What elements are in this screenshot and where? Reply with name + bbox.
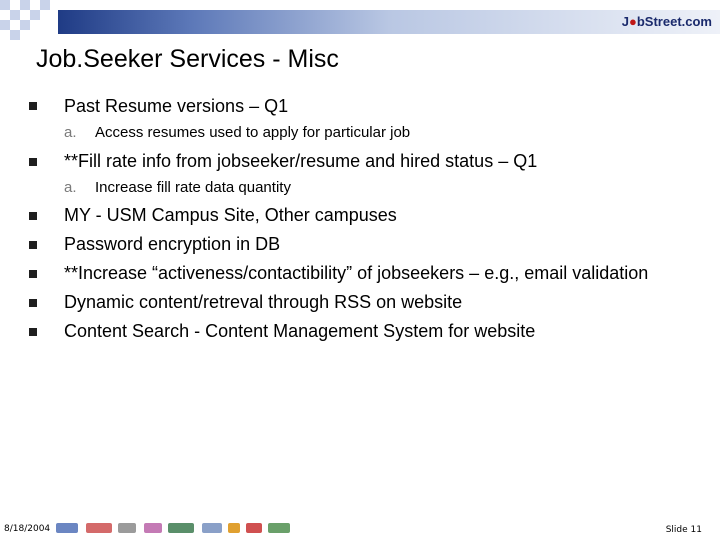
partner-logo-icon	[168, 523, 194, 533]
partner-logo-icon	[86, 523, 112, 533]
footer-date: 8/18/2004	[4, 524, 51, 534]
jobstreet-logo: J●bStreet.com	[621, 14, 712, 29]
bullet-text: Past Resume versions – Q1	[64, 96, 289, 116]
partner-logo-icon	[228, 523, 240, 533]
bullet-text: Password encryption in DB	[64, 234, 281, 254]
partner-logo-icon	[56, 523, 78, 533]
partner-logo-icon	[202, 523, 222, 533]
bullet-text: Dynamic content/retreval through RSS on website	[64, 292, 463, 312]
slide-number: Slide 11	[665, 525, 702, 535]
bullet-text: **Fill rate info from jobseeker/resume and hired status – Q1	[64, 151, 538, 171]
square-bullet-icon	[29, 102, 37, 110]
sub-bullet-text: Access resumes used to apply for particular job	[95, 124, 411, 141]
square-bullet-icon	[29, 270, 37, 278]
sub-bullet-letter: a.	[64, 179, 77, 196]
bullet-text: **Increase “activeness/contactibility” of jobseekers – e.g., email validation	[64, 263, 649, 283]
square-bullet-icon	[29, 212, 37, 220]
sub-bullet-text: Increase fill rate data quantity	[95, 179, 291, 196]
square-bullet-icon	[29, 299, 37, 307]
bullet-text: Content Search - Content Management System for website	[64, 321, 536, 341]
partner-logo-icon	[268, 523, 290, 533]
bullet-text: MY - USM Campus Site, Other campuses	[64, 205, 397, 225]
footer-partner-logos	[56, 520, 296, 536]
square-bullet-icon	[29, 158, 37, 166]
square-bullet-icon	[29, 328, 37, 336]
square-bullet-icon	[29, 241, 37, 249]
partner-logo-icon	[144, 523, 162, 533]
slide-title: Job.Seeker Services - Misc	[36, 45, 339, 73]
partner-logo-icon	[246, 523, 262, 533]
partner-logo-icon	[118, 523, 136, 533]
sub-bullet-letter: a.	[64, 124, 77, 141]
